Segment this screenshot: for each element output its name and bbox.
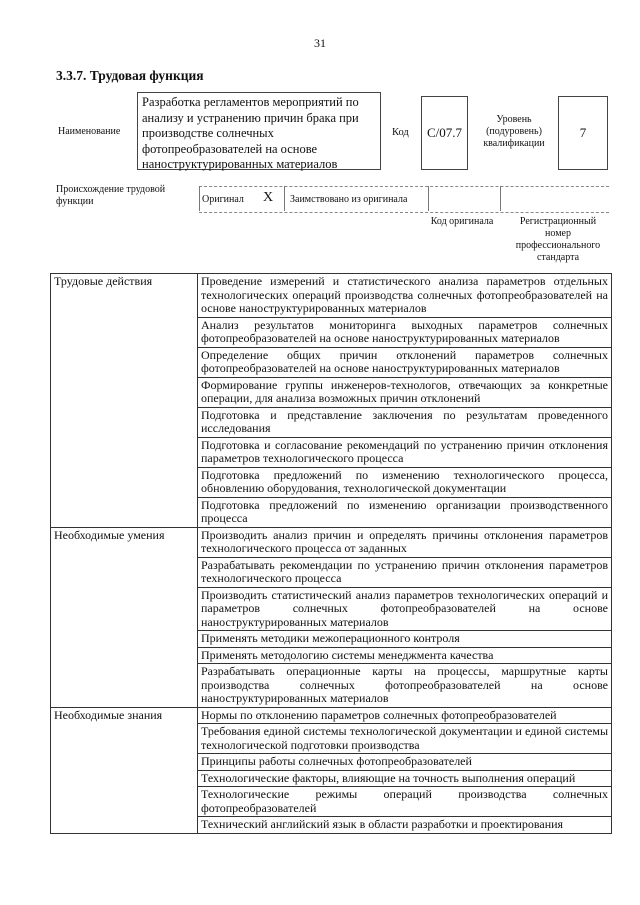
table-row — [51, 407, 612, 437]
table-row — [51, 274, 612, 318]
section-heading-spacer — [51, 377, 198, 407]
table-cell: Требования единой системы технологической документации и единой системы технологической подготовки производства — [198, 724, 612, 754]
table-row — [51, 647, 612, 664]
section-heading-spacer — [51, 317, 198, 347]
origin-divider — [500, 186, 501, 211]
original-mark: X — [263, 190, 274, 205]
table-row — [51, 587, 612, 631]
original-label: Оригинал — [202, 194, 244, 205]
table-row — [51, 557, 612, 587]
table-cell: Проведение измерений и статистического анализа параметров отдельных технологических операций производства солнечных фотопреобразователей на основе наноструктурированных материалов — [198, 274, 612, 318]
labor-function-table — [50, 273, 612, 834]
name-label: Наименование — [58, 126, 121, 137]
section-heading: Необходимые знания — [51, 707, 198, 724]
table-cell: Формирование группы инженеров-технологов, отвечающих за конкретные операции, для анализа возможных причин отклонений — [198, 377, 612, 407]
origin-label: Происхождение трудовой функции — [56, 184, 166, 207]
borrowed-label: Заимствовано из оригинала — [290, 194, 408, 205]
table-cell: Подготовка предложений по изменению организации производственного процесса — [198, 497, 612, 527]
code-label: Код — [392, 127, 409, 138]
table-cell: Применять методологию системы менеджмента качества — [198, 647, 612, 664]
page-number: 31 — [314, 36, 326, 50]
table-row — [51, 497, 612, 527]
section-heading-spacer — [51, 587, 198, 631]
section-heading-spacer — [51, 347, 198, 377]
section-heading-spacer — [51, 497, 198, 527]
table-cell: Подготовка и согласование рекомендаций по устранению причин отклонения параметров технологического процесса — [198, 437, 612, 467]
table-row — [51, 467, 612, 497]
table-row — [51, 787, 612, 817]
table-row — [51, 377, 612, 407]
origin-divider — [199, 186, 200, 211]
function-name-box: Разработка регламентов мероприятий по анализу и устранению причин брака при производстве солнечных фотопреобразователей на основе наноструктурированных материалов — [137, 92, 381, 170]
table-cell: Принципы работы солнечных фотопреобразователей — [198, 754, 612, 771]
section-heading-spacer — [51, 647, 198, 664]
section-heading: Трудовые действия — [51, 274, 198, 318]
section-heading-spacer — [51, 437, 198, 467]
section-heading-spacer — [51, 407, 198, 437]
table-row — [51, 631, 612, 648]
section-title: 3.3.7. Трудовая функция — [56, 68, 204, 83]
table-cell: Подготовка предложений по изменению технологического процесса, обновлению оборудования, технологической документации — [198, 467, 612, 497]
section-heading-spacer — [51, 770, 198, 787]
origin-divider — [428, 186, 429, 211]
section-heading-spacer — [51, 664, 198, 708]
table-cell: Производить анализ причин и определять причины отклонения параметров технологического процесса от заданных — [198, 527, 612, 557]
table-cell: Определение общих причин отклонений параметров солнечных фотопреобразователей на основе наноструктурированных материалов — [198, 347, 612, 377]
section-heading-spacer — [51, 754, 198, 771]
table-cell: Технический английский язык в области разработки и проектирования — [198, 817, 612, 834]
table-row — [51, 437, 612, 467]
table-row — [51, 527, 612, 557]
registration-number-label: Регистрационный номер профессионального стандарта — [515, 216, 601, 263]
table-cell: Разрабатывать рекомендации по устранению причин отклонения параметров технологического процесса — [198, 557, 612, 587]
origin-divider — [284, 186, 285, 211]
table-row — [51, 707, 612, 724]
table-cell: Разрабатывать операционные карты на процессы, маршрутные карты производства солнечных фотопреобразователей на основе наноструктурированных материалов — [198, 664, 612, 708]
original-code-label: Код оригинала — [430, 216, 494, 227]
section-heading-spacer — [51, 787, 198, 817]
section-heading-spacer — [51, 557, 198, 587]
table-cell: Анализ результатов мониторинга выходных параметров солнечных фотопреобразователей на основе наноструктурированных материалов — [198, 317, 612, 347]
section-heading-spacer — [51, 631, 198, 648]
table-row — [51, 817, 612, 834]
section-heading: Необходимые умения — [51, 527, 198, 557]
table-row — [51, 664, 612, 708]
table-row — [51, 770, 612, 787]
table-cell: Производить статистический анализ параметров технологических операций и параметров солнечных фотопреобразователей на основе наноструктурированных материалов — [198, 587, 612, 631]
table-row — [51, 754, 612, 771]
qualification-level-box: 7 — [558, 96, 608, 170]
section-heading-spacer — [51, 467, 198, 497]
qualification-level-label: Уровень (подуровень) квалификации — [483, 114, 545, 149]
table-row — [51, 317, 612, 347]
table-cell: Технологические факторы, влияющие на точность выполнения операций — [198, 770, 612, 787]
table-row — [51, 724, 612, 754]
table-cell: Применять методики межоперационного контроля — [198, 631, 612, 648]
table-cell: Подготовка и представление заключения по результатам проведенного исследования — [198, 407, 612, 437]
function-code-box: C/07.7 — [421, 96, 468, 170]
section-heading-spacer — [51, 724, 198, 754]
section-heading-spacer — [51, 817, 198, 834]
table-cell: Технологические режимы операций производства солнечных фотопреобразователей — [198, 787, 612, 817]
table-row — [51, 347, 612, 377]
table-cell: Нормы по отклонению параметров солнечных фотопреобразователей — [198, 707, 612, 724]
